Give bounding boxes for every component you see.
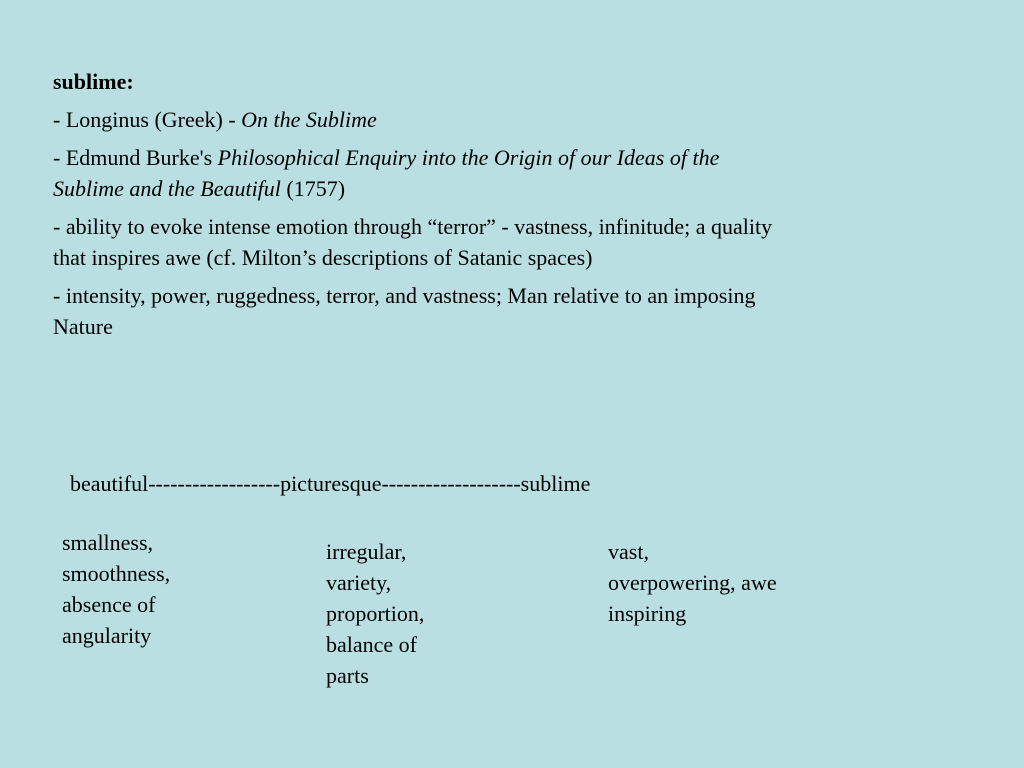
picturesque-quality: variety,	[326, 570, 392, 595]
point-intensity-text: - intensity, power, ruggedness, terror, and vastness; Man relative to an imposing Nature	[53, 283, 756, 339]
sublime-qualities	[608, 536, 777, 629]
sublime-quality: vast,	[608, 539, 649, 564]
point-longinus	[53, 104, 783, 135]
point-terror-text: - ability to evoke intense emotion through “terror” - vastness, infinitude; a quality that inspires awe (cf. Milton’s descriptions of Satanic spaces)	[53, 214, 773, 270]
point-intensity	[53, 280, 783, 342]
point-terror	[53, 211, 783, 273]
beautiful-quality: smoothness,	[62, 561, 171, 586]
picturesque-qualities	[326, 536, 424, 691]
slide-heading: sublime:	[53, 69, 134, 94]
point-burke-text: - Edmund Burke's	[53, 145, 218, 170]
picturesque-quality: proportion,	[326, 601, 425, 626]
beautiful-quality: absence of	[62, 592, 156, 617]
picturesque-quality: irregular,	[326, 539, 407, 564]
picturesque-quality: parts	[326, 663, 369, 688]
sublime-quality: inspiring	[608, 601, 687, 626]
sublime-quality: overpowering, awe	[608, 570, 777, 595]
aesthetic-spectrum-line: beautiful------------------picturesque-------------------sublime	[70, 471, 591, 496]
beautiful-quality: angularity	[62, 623, 152, 648]
point-longinus-title: On the Sublime	[241, 107, 377, 132]
point-longinus-text: - Longinus (Greek) -	[53, 107, 242, 132]
sublime-definition-block	[53, 66, 783, 349]
point-burke-year: (1757)	[280, 176, 346, 201]
beautiful-quality: smallness,	[62, 530, 154, 555]
picturesque-quality: balance of	[326, 632, 417, 657]
point-burke	[53, 142, 783, 204]
beautiful-qualities	[62, 527, 170, 651]
point-burke-title: Philosophical Enquiry into the Origin of our Ideas of the Sublime and the Beautiful	[53, 145, 720, 201]
